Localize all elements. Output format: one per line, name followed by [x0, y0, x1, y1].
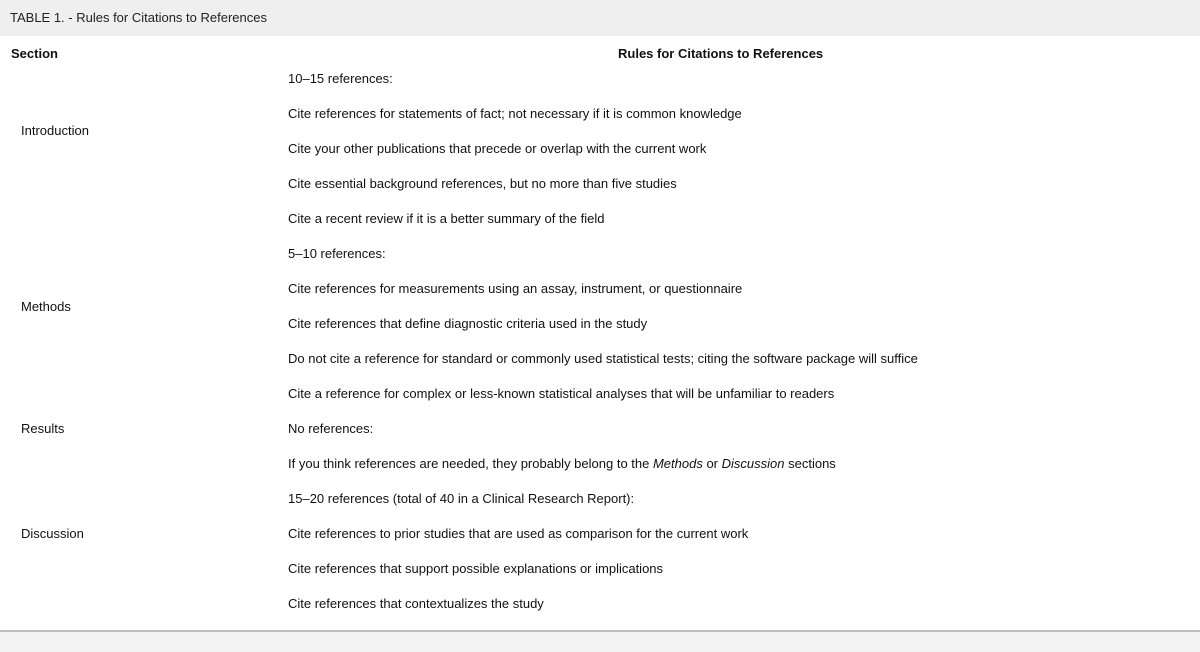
rule-text: Cite references for measurements using an assay, instrument, or questionnaire — [288, 281, 743, 296]
rule-text: Cite essential background references, but no more than five studies — [288, 176, 677, 191]
section-label-discussion: Discussion — [21, 526, 84, 541]
rule-text: 15–20 references (total of 40 in a Clinical Research Report): — [288, 491, 635, 506]
rule-text: No references: — [288, 421, 374, 436]
rule-text: Cite a recent review if it is a better summary of the field — [288, 211, 605, 226]
rule-text: Do not cite a reference for standard or commonly used statistical tests; citing the software package will suffice — [288, 351, 918, 366]
section-label-results: Results — [21, 421, 65, 436]
rule-text: Cite references to prior studies that are used as comparison for the current work — [288, 526, 749, 541]
table-caption-bar — [0, 0, 1200, 36]
section-label-methods: Methods — [21, 299, 71, 314]
column-header-rules: Rules for Citations to References — [618, 46, 824, 61]
rule-text: Cite references that define diagnostic criteria used in the study — [288, 316, 648, 331]
rule-text: Cite a reference for complex or less-known statistical analyses that will be unfamiliar to readers — [288, 386, 835, 401]
italic-section-name: Methods — [652, 456, 703, 471]
rule-text: 5–10 references: — [288, 246, 386, 261]
section-label-introduction: Introduction — [21, 123, 89, 138]
column-header-section: Section — [11, 46, 58, 61]
rule-text: 10–15 references: — [288, 71, 393, 86]
italic-section-name: Discussion — [721, 456, 785, 471]
rule-text: Cite references that support possible explanations or implications — [288, 561, 664, 576]
rule-text-rich: If you think references are needed, they probably belong to the Methods or Discussion sections — [288, 456, 836, 471]
table-footer-bar — [0, 632, 1200, 652]
rule-text: Cite references that contextualizes the study — [288, 596, 544, 611]
rule-text: Cite references for statements of fact; not necessary if it is common knowledge — [288, 106, 742, 121]
table-caption: TABLE 1. - Rules for Citations to References — [10, 10, 267, 25]
rule-text: Cite your other publications that precede or overlap with the current work — [288, 141, 707, 156]
